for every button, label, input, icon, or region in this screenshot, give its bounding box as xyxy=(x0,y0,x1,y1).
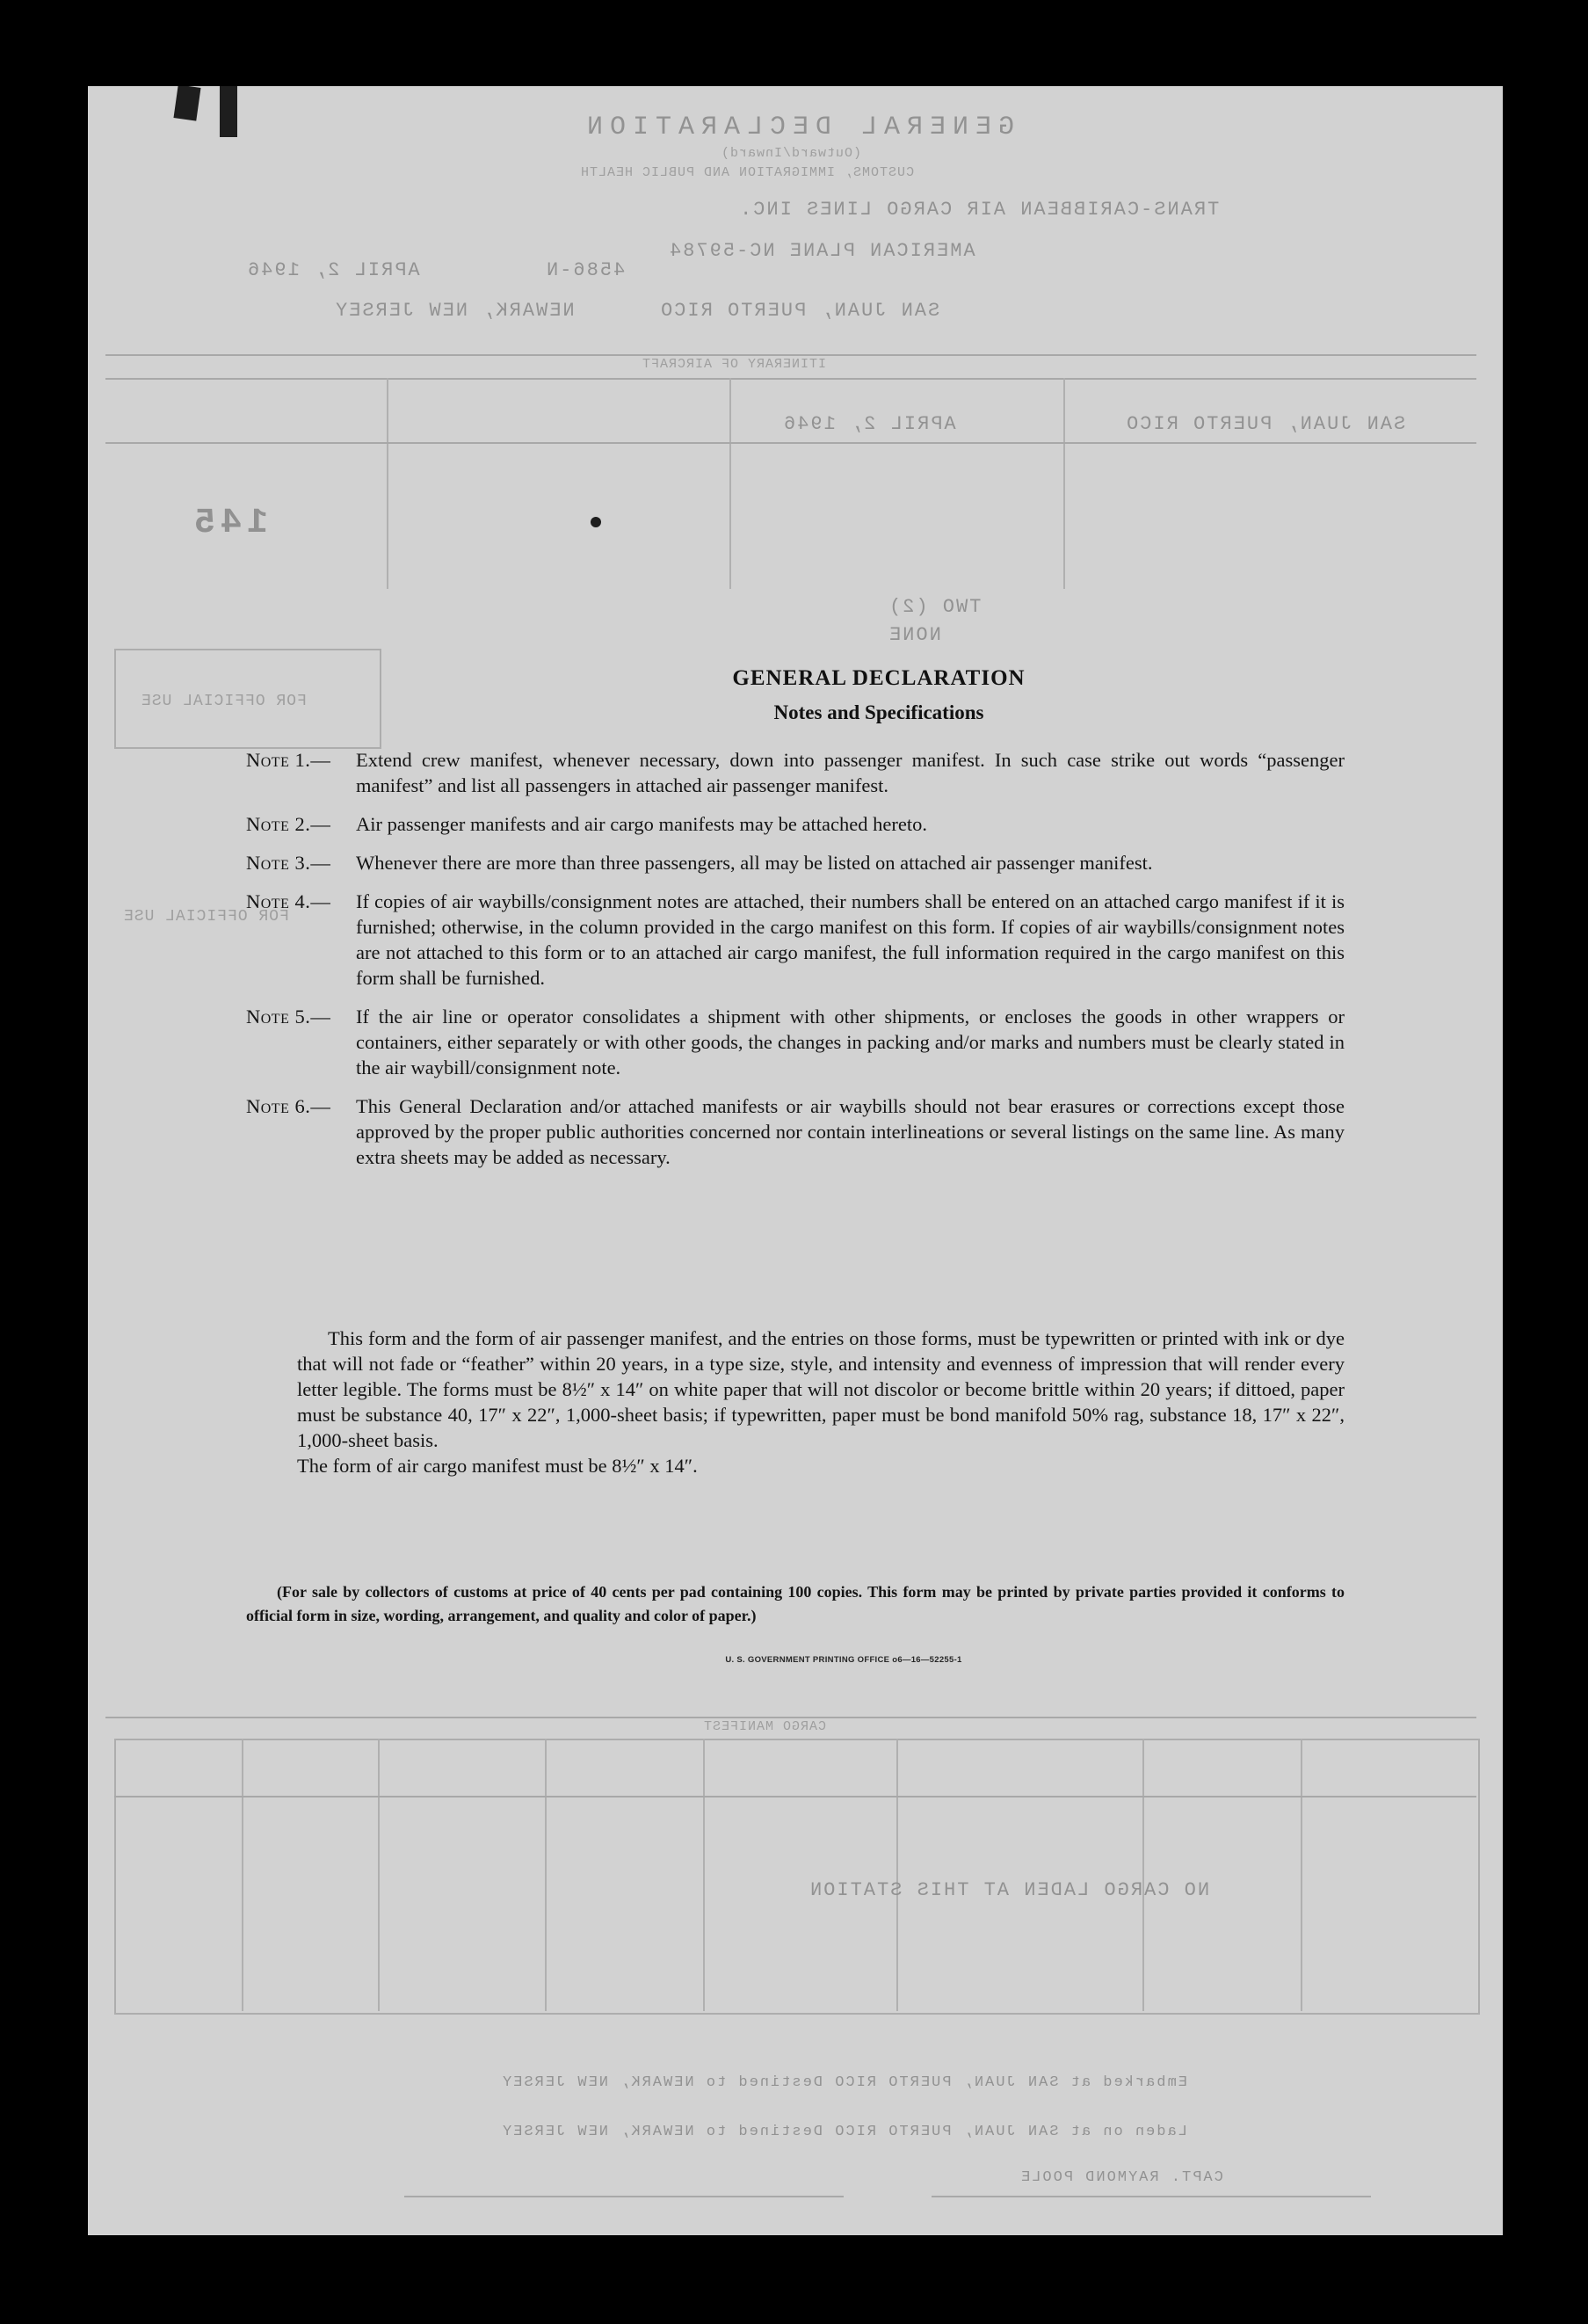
bleed-passengers: TWO (2) xyxy=(888,596,982,618)
notes-list xyxy=(246,747,1345,1183)
bleed-rule xyxy=(932,2196,1371,2197)
note-item xyxy=(246,850,1345,875)
bleed-header: GENERAL DECLARATION xyxy=(580,113,1015,142)
bleed-vrule xyxy=(729,378,731,589)
bleed-vrule xyxy=(378,1739,380,2011)
note-item xyxy=(246,1093,1345,1170)
bleed-agency: CUSTOMS, IMMIGRATION AND PUBLIC HEALTH xyxy=(580,165,915,180)
bleed-rule xyxy=(105,378,1476,380)
note-item xyxy=(246,889,1345,991)
bleed-cargo: NONE xyxy=(888,624,941,646)
note-text: Extend crew manifest, whenever necessary, down into passenger manifest. In such case strike out words “passenger manifest” and list all passengers in attached air passenger manifest. xyxy=(356,749,1345,796)
bleed-vrule xyxy=(896,1739,898,2011)
bleed-vrule xyxy=(387,378,388,589)
bleed-vrule xyxy=(545,1739,547,2011)
bleed-rule xyxy=(105,1717,1476,1718)
note-label: Note 2.— xyxy=(246,813,331,835)
bleed-date: APRIL 2, 1946 xyxy=(246,259,420,281)
bleed-rule xyxy=(105,354,1476,356)
bleed-vrule xyxy=(1301,1739,1302,2011)
bleed-header-sub: (Outward/Inward) xyxy=(721,146,862,161)
bleed-flight: 4586-N xyxy=(545,259,626,281)
document-page xyxy=(88,86,1503,2235)
specifications-text: This form and the form of air passenger manifest, and the entries on those forms, must be typewritten or printed with ink or dye that will not fade or “feather” within 20 years, in a type size, style, and intensity and evenness of impression that will render every letter legible. The forms must be 8½″ x 14″ on white paper that will not discolor or become brittle within 20 years; if dittoed, paper must be substance 40, 17″ x 22″, 1,000-sheet basis; if typewritten, paper must be bond manifold 50% rag, substance 18, 17″ x 22″, 1,000-sheet basis. xyxy=(297,1327,1345,1451)
bleed-aircraft: AMERICAN PLANE NC-59784 xyxy=(668,240,975,262)
bleed-clearance: SAN JUAN, PUERTO RICO xyxy=(659,300,940,322)
note-label: Note 4.— xyxy=(246,890,331,912)
note-text: Air passenger manifests and air cargo manifests may be attached hereto. xyxy=(356,813,927,835)
declaration-subtitle: Notes and Specifications xyxy=(773,701,984,723)
cargo-size-text: The form of air cargo manifest must be 8½″ x 14″. xyxy=(297,1455,698,1477)
note-label: Note 1.— xyxy=(246,749,331,771)
tear-mark xyxy=(220,86,237,137)
bleed-vrule xyxy=(242,1739,243,2011)
bleed-itinerary: ITINERARY OF AIRCRAFT xyxy=(642,357,827,372)
specifications-paragraph xyxy=(297,1325,1345,1478)
bleed-vrule xyxy=(1142,1739,1144,2011)
tear-mark xyxy=(173,86,200,121)
bleed-operator: TRANS-CARIBBEAN AIR CARGO LINES INC. xyxy=(738,199,1220,221)
bleed-entry: NEWARK, NEW JERSEY xyxy=(334,300,575,322)
bleed-embarked: Embarked at SAN JUAN, PUERTO RICO Destined to NEWARK, NEW JERSEY xyxy=(501,2074,1187,2091)
bleed-cargo-table xyxy=(114,1739,1480,2015)
bleed-vrule xyxy=(1063,378,1065,589)
note-label: Note 5.— xyxy=(246,1006,331,1028)
note-item xyxy=(246,1004,1345,1080)
ink-spot xyxy=(591,517,601,527)
bleed-cargo-manifest: CARGO MANIFEST xyxy=(703,1719,827,1734)
printer-imprint: U. S. GOVERNMENT PRINTING OFFICE o6—16—52255-1 xyxy=(725,1655,962,1665)
bleed-rule xyxy=(105,442,1476,444)
sale-notice-text: (For sale by collectors of customs at price of 40 cents per pad containing 100 copies. This form may be printed by private parties provided it conforms to official form in size, wording, arrangement, and quality and color of paper.) xyxy=(246,1583,1345,1624)
bleed-stamp-number: 145 xyxy=(189,504,269,543)
sale-notice xyxy=(246,1580,1345,1628)
bleed-no-cargo: NO CARGO LADEN AT THIS STATION xyxy=(809,1879,1210,1901)
note-text: Whenever there are more than three passengers, all may be listed on attached air passenger manifest. xyxy=(356,852,1153,874)
note-label: Note 3.— xyxy=(246,852,331,874)
bleed-rule xyxy=(114,1796,1476,1797)
bleed-captain: CAPT. RAYMOND POOLE xyxy=(1019,2169,1223,2186)
bleed-official-use: FOR OFFICIAL USE xyxy=(141,693,307,710)
note-text: This General Declaration and/or attached manifests or air waybills should not bear erasures or corrections except those approved by the proper public authorities concerned nor contain interlineations or several listings on the same line. As many extra sheets may be added as necessary. xyxy=(356,1095,1345,1168)
bleed-departure-place: SAN JUAN, PUERTO RICO xyxy=(1125,413,1406,435)
note-label: Note 6.— xyxy=(246,1095,331,1117)
note-item xyxy=(246,811,1345,837)
note-item xyxy=(246,747,1345,798)
bleed-official-use-2: FOR OFFICIAL USE xyxy=(123,908,289,926)
bleed-laden: Laden on at SAN JUAN, PUERTO RICO Destined to NEWARK, NEW JERSEY xyxy=(501,2124,1187,2140)
bleed-departure-date: APRIL 2, 1946 xyxy=(782,413,956,435)
note-text: If the air line or operator consolidates a shipment with other shipments, or encloses the goods in other wrappers or containers, either separately or with other goods, the changes in packing and/or marks and numbers must be clearly stated in the air waybill/consignment note. xyxy=(356,1006,1345,1078)
bleed-rule xyxy=(404,2196,844,2197)
bleed-vrule xyxy=(703,1739,705,2011)
declaration-title: GENERAL DECLARATION xyxy=(732,666,1026,690)
note-text: If copies of air waybills/consignment notes are attached, their numbers shall be entered on an attached cargo manifest if it is furnished; otherwise, in the column provided in the cargo manifest on this form. If copies of air waybills/consignment notes are not attached to this form or to an attached air cargo manifest, the full information required in the cargo manifest on this form shall be furnished. xyxy=(356,890,1345,989)
